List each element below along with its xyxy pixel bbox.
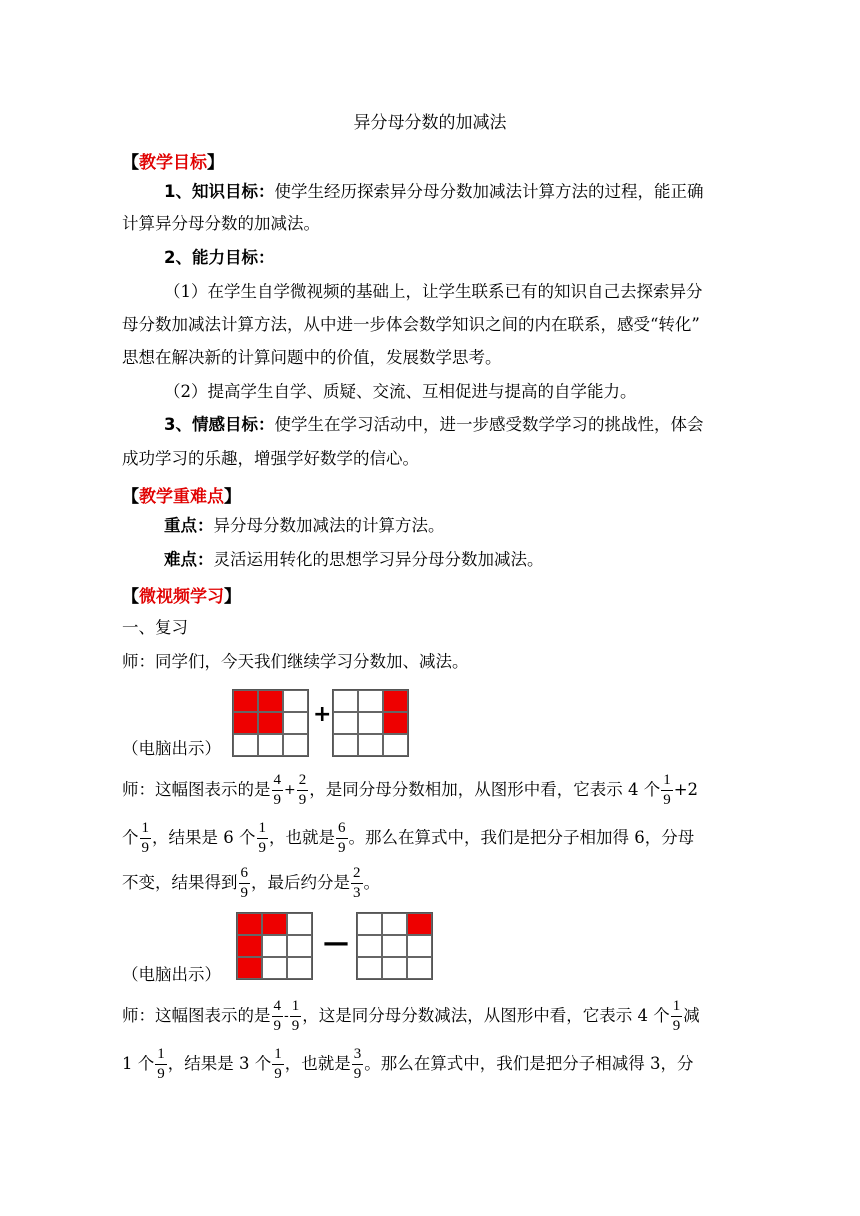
- empty-cell: [357, 935, 382, 957]
- shaded-cell: [233, 712, 258, 734]
- shaded-cell: [383, 712, 408, 734]
- addition-explanation-line-1: 师：这幅图表示的是 $\frac{4}{9}$ + $\frac{2}{9}$ ，是同分母分数相加，从图形中看，它表示 4 个 $\frac{1}{9}$ +2: [122, 771, 699, 808]
- shaded-cell: [233, 690, 258, 712]
- subtraction-explanation-line-2: 1 个 $\frac{1}{9}$ ，结果是 3 个 $\frac{1}{9}$ ，也就是 $\frac{3}{9}$ 。那么在算式中，我们是把分子相减得 3，分: [122, 1045, 694, 1082]
- fraction: $\frac{2}{9}$: [298, 771, 307, 808]
- figure-caption-2: （电脑出示）: [122, 965, 221, 984]
- empty-cell: [283, 734, 308, 756]
- empty-cell: [357, 913, 382, 935]
- goal-2-heading: 2、能力目标：: [164, 248, 275, 267]
- section-heading-keypoints: 【教学重难点】: [122, 487, 241, 507]
- empty-cell: [287, 935, 312, 957]
- section-heading-video: 【微视频学习】: [122, 587, 241, 607]
- section-heading-goals: 【教学目标】: [122, 153, 224, 173]
- empty-cell: [407, 957, 432, 979]
- goal-3-line-2: 成功学习的乐趣，增强学好数学的信心。: [122, 449, 419, 468]
- empty-cell: [382, 957, 407, 979]
- review-intro: 师：同学们，今天我们继续学习分数加、减法。: [122, 652, 469, 671]
- empty-cell: [283, 690, 308, 712]
- shaded-cell: [262, 913, 287, 935]
- empty-cell: [382, 913, 407, 935]
- empty-cell: [333, 690, 358, 712]
- empty-cell: [357, 957, 382, 979]
- shaded-cell: [258, 712, 283, 734]
- fraction: $\frac{6}{9}$: [338, 819, 346, 856]
- empty-cell: [383, 734, 408, 756]
- shaded-cell: [258, 690, 283, 712]
- page-title: 异分母分数的加减法: [353, 113, 507, 133]
- minus-sign: —: [323, 928, 349, 958]
- plus-sign: +: [313, 702, 332, 727]
- goal-1-line-2: 计算异分母分数的加减法。: [122, 214, 320, 233]
- shaded-cell: [237, 957, 262, 979]
- fraction: $\frac{4}{9}$: [273, 997, 281, 1034]
- goal-2a-line-2: 母分数加减法计算方法，从中进一步体会数学知识之间的内在联系，感受“转化”: [122, 315, 700, 334]
- empty-cell: [333, 734, 358, 756]
- goal-2b: （2）提高学生自学、质疑、交流、互相促进与提高的自学能力。: [164, 382, 637, 401]
- empty-cell: [233, 734, 258, 756]
- empty-cell: [382, 935, 407, 957]
- goal-1-line-1: 1、知识目标：使学生经历探索异分母分数加减法计算方法的过程，能正确: [164, 182, 704, 201]
- fraction: $\frac{1}{9}$: [274, 1045, 282, 1082]
- fraction: $\frac{1}{9}$: [291, 997, 300, 1034]
- empty-cell: [262, 935, 287, 957]
- empty-cell: [358, 712, 383, 734]
- fraction: $\frac{1}{9}$: [663, 771, 671, 808]
- goal-2a-line-1: （1）在学生自学微视频的基础上，让学生联系已有的知识自己去探索异分: [164, 282, 703, 301]
- empty-cell: [283, 712, 308, 734]
- empty-cell: [287, 957, 312, 979]
- fraction: $\frac{4}{9}$: [273, 771, 281, 808]
- addition-explanation-line-3: 不变，结果得到 $\frac{6}{9}$ ，最后约分是 $\frac{2}{3}$ 。: [122, 864, 380, 901]
- figure-caption: （电脑出示）: [122, 739, 221, 758]
- empty-cell: [407, 935, 432, 957]
- keypoint-focus: 重点：异分母分数加减法的计算方法。: [164, 516, 445, 535]
- goal-2a-line-3: 思想在解决新的计算问题中的价值，发展数学思考。: [122, 348, 502, 367]
- empty-cell: [358, 734, 383, 756]
- empty-cell: [358, 690, 383, 712]
- review-heading: 一、复习: [122, 618, 188, 637]
- subtraction-grid-left: [236, 912, 313, 980]
- subtraction-grid-right: [356, 912, 433, 980]
- addition-explanation-line-2: 个 $\frac{1}{9}$ ，结果是 6 个 $\frac{1}{9}$ ，也就是 $\frac{6}{9}$ 。那么在算式中，我们是把分子相加得 6，分母: [122, 819, 695, 856]
- fraction: $\frac{1}{9}$: [672, 997, 681, 1034]
- fraction: $\frac{1}{9}$: [141, 819, 149, 856]
- fraction: $\frac{2}{3}$: [353, 864, 361, 901]
- addition-grid-right: [332, 689, 409, 757]
- shaded-cell: [407, 913, 432, 935]
- subtraction-explanation-line-1: 师：这幅图表示的是 $\frac{4}{9}$ - $\frac{1}{9}$ ，这是同分母分数减法，从图形中看，它表示 4 个 $\frac{1}{9}$ 减: [122, 997, 700, 1034]
- keypoint-difficulty: 难点：灵活运用转化的思想学习异分母分数加减法。: [164, 550, 544, 569]
- fraction: $\frac{6}{9}$: [240, 864, 248, 901]
- empty-cell: [262, 957, 287, 979]
- empty-cell: [333, 712, 358, 734]
- fraction: $\frac{1}{9}$: [258, 819, 266, 856]
- shaded-cell: [237, 935, 262, 957]
- fraction: $\frac{3}{9}$: [353, 1045, 362, 1082]
- empty-cell: [287, 913, 312, 935]
- shaded-cell: [237, 913, 262, 935]
- addition-grid-left: [232, 689, 309, 757]
- goal-3-line-1: 3、情感目标：使学生在学习活动中，进一步感受数学学习的挑战性，体会: [164, 415, 704, 434]
- empty-cell: [258, 734, 283, 756]
- shaded-cell: [383, 690, 408, 712]
- fraction: $\frac{1}{9}$: [157, 1045, 165, 1082]
